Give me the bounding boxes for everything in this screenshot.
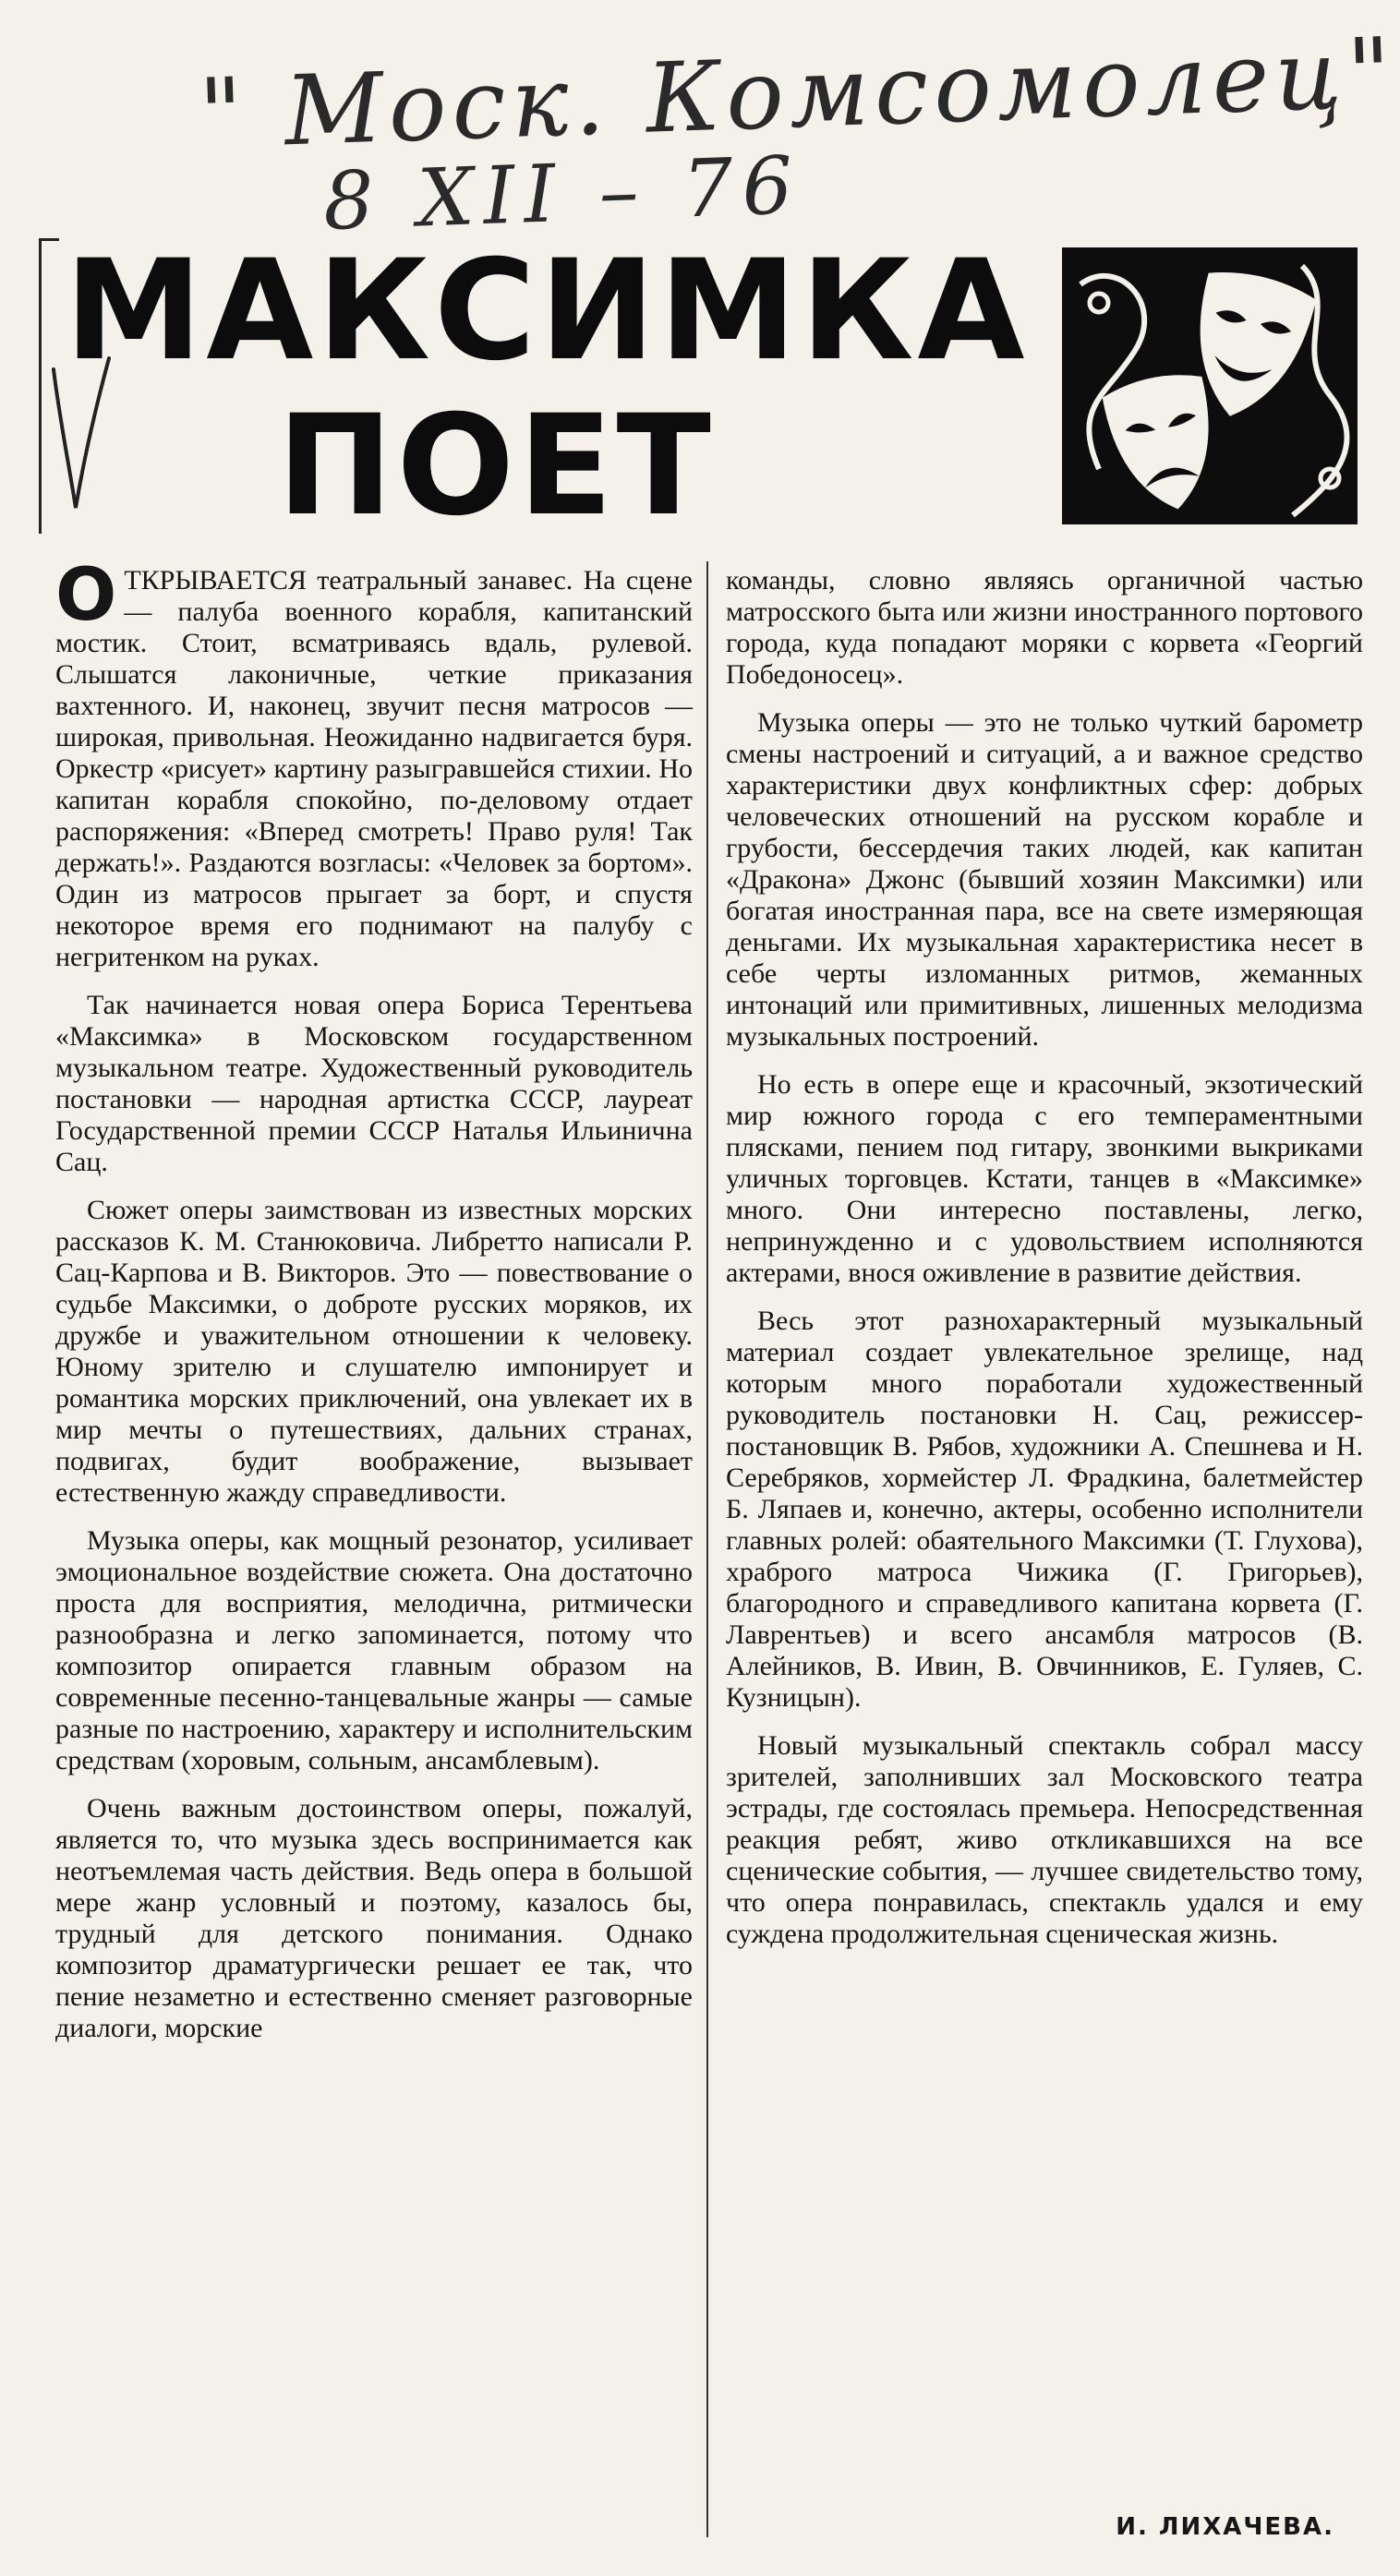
headline-left-rule: [39, 238, 42, 534]
handwritten-source: " Моск. Комсомолец": [197, 16, 1399, 171]
paragraph: Весь этот разнохарактерный музыкальный материал создает увлекательное зрелище, над которым много поработали художественный руководитель постановки Н. Сац, режиссер-постановщик В. Рябов, художники А. Спешнева и Н. Серебряков, хормейстер Л. Фрадкина, балетмейстер Б. Ляпаев и, конечно, актеры, особенно исполнители главных ролей: обаятельного Максимки (Т. Глухова), храброго матроса Чижика (Г. Григорьев), благородного и справедливого капитана корвета (Г. Лаврентьев) и всего ансамбля матросов (В. Алейников, В. Ивин, В. Овчинников, Е. Гуляев, С. Кузницын).: [726, 1306, 1363, 1713]
author-signature: И. ЛИХАЧЕВА.: [1116, 2513, 1334, 2541]
paragraph: ОТКРЫВАЕТСЯ театральный занавес. На сцене — палуба военного корабля, капитанский мостик. Стоит, всматриваясь вдаль, рулевой. Слышатся лаконичные, четкие приказания вахтенного. И, наконец, звучит песня матросов — широкая, привольная. Неожиданно надвигается буря. Оркестр «рисует» картину разыгравшейся стихии. Но капитан корабля спокойно, по-деловому отдает распоряжения: «Вперед смотреть! Право руля! Так держать!». Раздаются возгласы: «Человек за бортом». Один из матросов прыгает за борт, и спустя некоторое время его поднимают на палубу с негритенком на руках.: [55, 554, 693, 972]
column-divider: [706, 561, 708, 2537]
paragraph: команды, словно являясь органичной частью матросского быта или жизни иностранного портового города, куда попадают моряки с корвета «Георгий Победоносец».: [726, 565, 1363, 690]
handwritten-check-mark-icon: [48, 351, 113, 517]
paragraph: Музыка оперы — это не только чуткий барометр смены настроений и ситуаций, а и важное средство характеристики двух конфликтных сфер: добрых человеческих отношений на русском корабле и грубости, бессердечия таких людей, как капитан «Дракона» Джонс (бывший хозяин Максимки) или богатая иностранная пара, все на свете измеряющая деньгами. Их музыкальная характеристика несет в себе черты изломанных ритмов, жеманных интонаций или примитивных, лишенных мелодизма музыкальных построений.: [726, 707, 1363, 1052]
handwritten-date: 8 XII – 76: [321, 138, 803, 249]
handwritten-annotation: [197, 16, 1399, 249]
theatre-masks-illustration: [1062, 247, 1358, 524]
paragraph: Так начинается новая опера Бориса Терентьева «Максимка» в Московском государственном музыкальном театре. Художественный руководитель постановки — народная артистка СССР, лауреат Государственной премии СССР Наталья Ильинична Сац.: [55, 990, 693, 1177]
theatre-masks-icon: [1062, 247, 1358, 524]
headline-top-rule: [39, 238, 59, 241]
paragraph: Новый музыкальный спектакль собрал массу зрителей, заполнивших зал Московского театра эстрады, где состоялась премьера. Непосредственная реакция ребят, живо откликавшихся на все сценические события, — лучшее свидетельство тому, что опера понравилась, спектакль удался и ему суждена продолжительная сценическая жизнь.: [726, 1730, 1363, 1949]
headline-line-2: ПОЕТ: [277, 386, 715, 547]
paragraph: Музыка оперы, как мощный резонатор, усиливает эмоциональное воздействие сюжета. Она достаточно проста для восприятия, мелодична, ритмически разнообразна и легко запоминается, потому что композитор опирается главным образом на современные песенно-танцевальные жанры — самые разные по настроению, характеру и исполнительским средствам (хоровым, сольным, ансамблевым).: [55, 1525, 693, 1776]
article-column-right: [726, 565, 1363, 1967]
paragraph: Но есть в опере еще и красочный, экзотический мир южного города с его темпераментными плясками, пением под гитару, звонкими выкриками уличных торговцев. Кстати, танцев в «Максимке» много. Они интересно поставлены, легко, непринужденно и с удовольствием исполняются актерами, внося оживление в развитие действия.: [726, 1069, 1363, 1288]
article-column-left: [55, 554, 693, 2061]
paragraph: Очень важным достоинством оперы, пожалуй, является то, что музыка здесь воспринимается как неотъемлемая часть действия. Ведь опера в большой мере жанр условный и поэтому, казалось бы, трудный для детского понимания. Однако композитор драматургически решает ее так, что пение незаметно и естественно сменяет разговорные диалоги, морские: [55, 1793, 693, 2043]
headline-line-1: МАКСИМКА: [65, 231, 1029, 391]
paragraph: Сюжет оперы заимствован из известных морских рассказов К. М. Станюковича. Либретто написали Р. Сац-Карпова и В. Викторов. Это — повествование о судьбе Максимки, о доброте русских моряков, их дружбе и уважительном отношении к человеку. Юному зрителю и слушателю импонирует и романтика морских приключений, она увлекает их в мир мечты о путешествиях, дальних странах, подвигах, будит воображение, вызывает естественную жажду справедливости.: [55, 1195, 693, 1508]
drop-cap: О: [55, 554, 117, 637]
